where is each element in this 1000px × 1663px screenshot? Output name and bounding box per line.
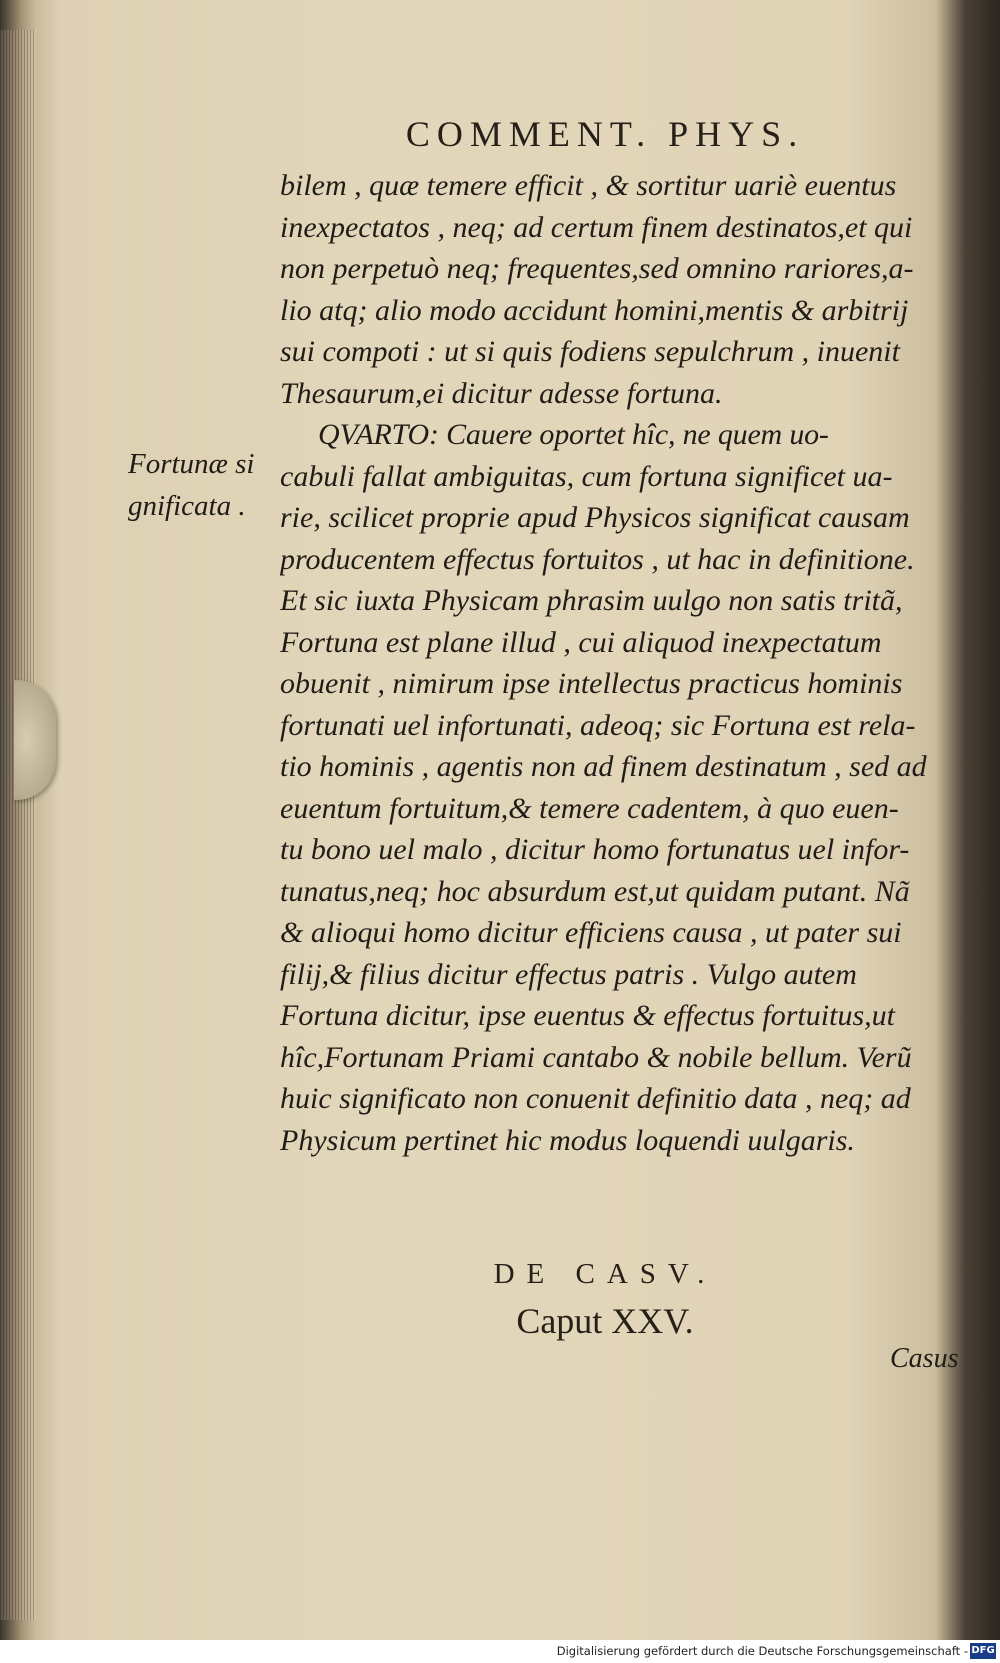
margin-note-line: Fortunæ si [128, 448, 255, 480]
text-line: lio atq; alio modo accidunt homini,mentis & arbitrij [280, 293, 909, 327]
text-line: Fortuna est plane illud , cui aliquod inexpectatum [280, 625, 882, 659]
text-line: Fortuna dicitur, ipse euentus & effectus fortuitus,ut [280, 999, 895, 1032]
margin-note-line: gnificata . [128, 489, 246, 522]
catchword: Casus [890, 1343, 959, 1374]
text-line: QVARTO: Cauere oportet hîc, ne quem uo- [318, 418, 829, 451]
text-line: Thesaurum,ei dicitur adesse fortuna. [280, 376, 723, 410]
dfg-logo[interactable]: DFG [970, 1643, 996, 1659]
text-line: inexpectatos , neq; ad certum finem destinatos,et qui [280, 210, 913, 244]
text-line: Physicum pertinet hic modus loquendi uulgaris. [280, 1123, 855, 1157]
digitization-footer [0, 1640, 1000, 1663]
text-line: fortunati uel infortunati, adeoq; sic Fortuna est rela- [280, 708, 916, 742]
chapter-heading: Caput XXV. [516, 1301, 694, 1341]
text-line: hîc,Fortunam Priami cantabo & nobile bellum. Verũ [280, 1040, 912, 1074]
text-line: sui compoti : ut si quis fodiens sepulchrum , inuenit [280, 335, 900, 368]
body-text [280, 165, 960, 1161]
text-line: cabuli fallat ambiguitas, cum fortuna significet ua- [280, 459, 893, 493]
text-line: huic significato non conuenit definitio data , neq; ad [280, 1082, 911, 1115]
text-line: tu bono uel malo , dicitur homo fortunatus uel infor- [280, 833, 910, 866]
text-line: euentum fortuitum,& temere cadentem, à quo euen- [280, 791, 899, 825]
text-line: filij,& filius dicitur effectus patris . Vulgo autem [280, 957, 857, 991]
section-title: DE CASV. [493, 1258, 717, 1290]
text-line: tunatus,neq; hoc absurdum est,ut quidam putant. Nã [280, 874, 910, 908]
running-head: COMMENT. PHYS. [405, 114, 805, 154]
text-line: rie, scilicet proprie apud Physicos significat causam [280, 501, 910, 534]
text-line: non perpetuò neq; frequentes,sed omnino rariores,a- [280, 252, 914, 285]
text-line: obuenit , nimirum ipse intellectus practicus hominis [280, 667, 903, 700]
text-line: bilem , quæ temere efficit , & sortitur uariè euentus [280, 169, 897, 202]
text-line: Et sic iuxta Physicam phrasim uulgo non satis tritã, [280, 584, 903, 617]
footer-credit: Digitalisierung gefördert durch die Deutsche Forschungsgemeinschaft - [556, 1644, 968, 1658]
text-line: tio hominis , agentis non ad finem destinatum , sed ad [280, 750, 927, 783]
margin-note [128, 444, 278, 527]
text-line: & alioqui homo dicitur efficiens causa , ut pater sui [280, 916, 902, 949]
text-line: producentem effectus fortuitos , ut hac in definitione. [280, 542, 915, 576]
